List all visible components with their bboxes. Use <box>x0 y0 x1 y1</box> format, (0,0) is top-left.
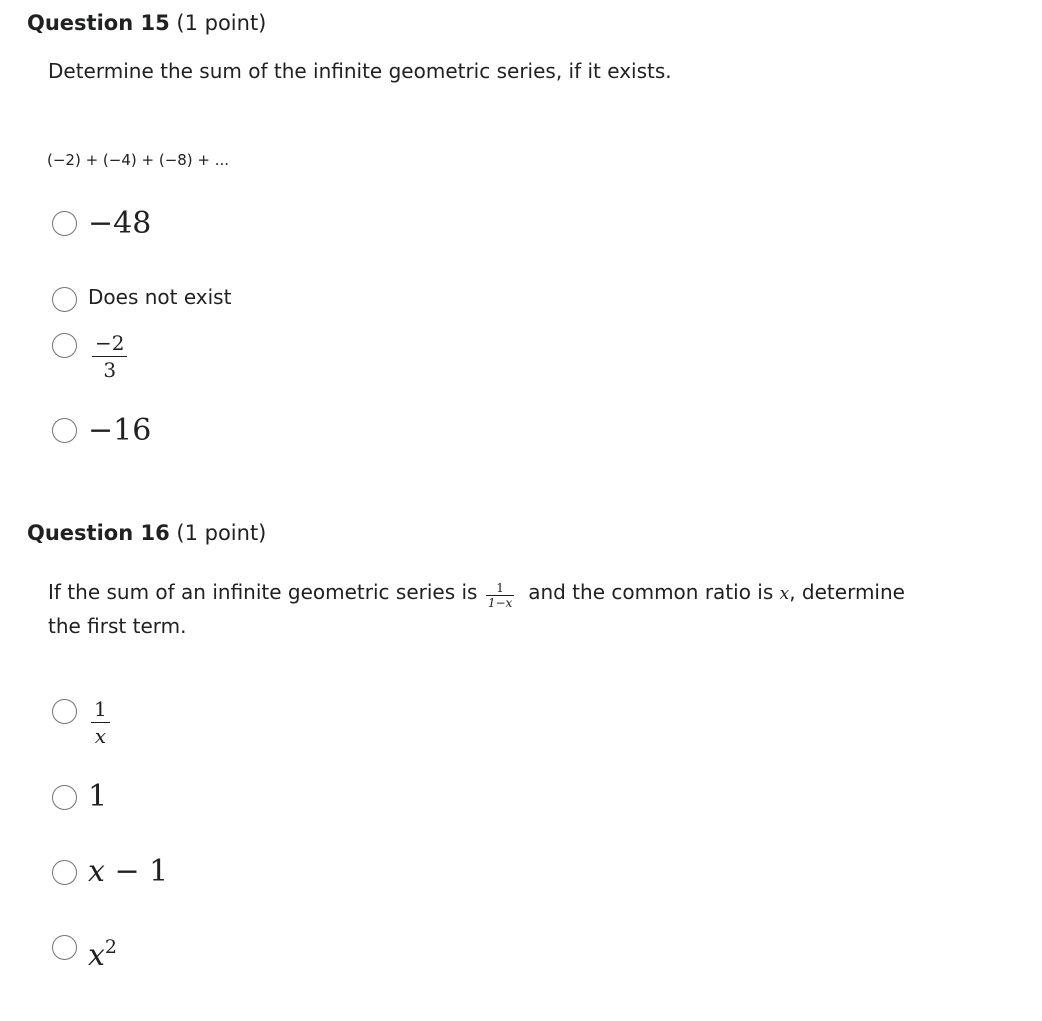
question-15-header <box>27 10 266 36</box>
question-15-points: (1 point) <box>176 11 267 35</box>
q16-prompt-part-1: If the sum of an infinite geometric series is <box>48 580 478 604</box>
question-16-prompt <box>48 576 928 642</box>
question-16-title: Question 16 <box>27 521 170 545</box>
q16-prompt-fraction-holder <box>484 580 522 610</box>
q16-option-a-fraction[interactable] <box>91 699 110 746</box>
q15-option-b-radio[interactable] <box>52 287 77 312</box>
q16-prompt-part-3: , determine <box>789 580 905 604</box>
q16-prompt-fraction <box>486 582 514 609</box>
q16-option-a-numerator: 1 <box>94 697 107 721</box>
q15-option-d-label[interactable]: −16 <box>88 413 152 448</box>
q15-option-c-denominator: 3 <box>103 358 117 382</box>
q16-option-c-radio[interactable] <box>52 860 77 885</box>
q16-option-a-denominator: x <box>94 724 106 748</box>
q16-option-b-radio[interactable] <box>52 785 77 810</box>
q16-option-d-label[interactable] <box>88 938 117 977</box>
q16-option-c-rest: − 1 <box>104 854 169 889</box>
q16-option-c-variable: x <box>88 854 105 889</box>
q16-option-a-radio[interactable] <box>52 699 77 724</box>
q15-option-a-label[interactable]: −48 <box>88 206 152 241</box>
q16-option-d-exponent: 2 <box>104 936 118 958</box>
q15-option-b-label[interactable]: Does not exist <box>88 285 232 309</box>
q15-option-c-fraction[interactable] <box>92 333 127 380</box>
q16-prompt-part-2: and the common ratio is <box>528 580 774 604</box>
q15-option-d-radio[interactable] <box>52 418 77 443</box>
q16-prompt-line-2: the first term. <box>48 614 187 638</box>
question-16-points: (1 point) <box>176 521 267 545</box>
q16-option-c-label[interactable] <box>88 854 168 890</box>
q16-option-d-base: x <box>88 938 105 973</box>
q16-option-b-label[interactable]: 1 <box>88 779 108 814</box>
q16-prompt-variable: x <box>779 584 790 604</box>
q16-prompt-fraction-numerator: 1 <box>496 580 504 595</box>
q15-option-c-numerator: −2 <box>95 331 125 355</box>
q15-option-c-radio[interactable] <box>52 333 77 358</box>
question-15-title: Question 15 <box>27 11 170 35</box>
question-15-prompt: Determine the sum of the infinite geometric series, if it exists. <box>48 59 672 83</box>
q16-option-d-radio[interactable] <box>52 935 77 960</box>
question-16-header <box>27 520 266 546</box>
q16-prompt-fraction-denominator: 1−x <box>487 595 513 610</box>
question-15-series: (−2) + (−4) + (−8) + ... <box>47 151 230 169</box>
q15-option-a-radio[interactable] <box>52 211 77 236</box>
